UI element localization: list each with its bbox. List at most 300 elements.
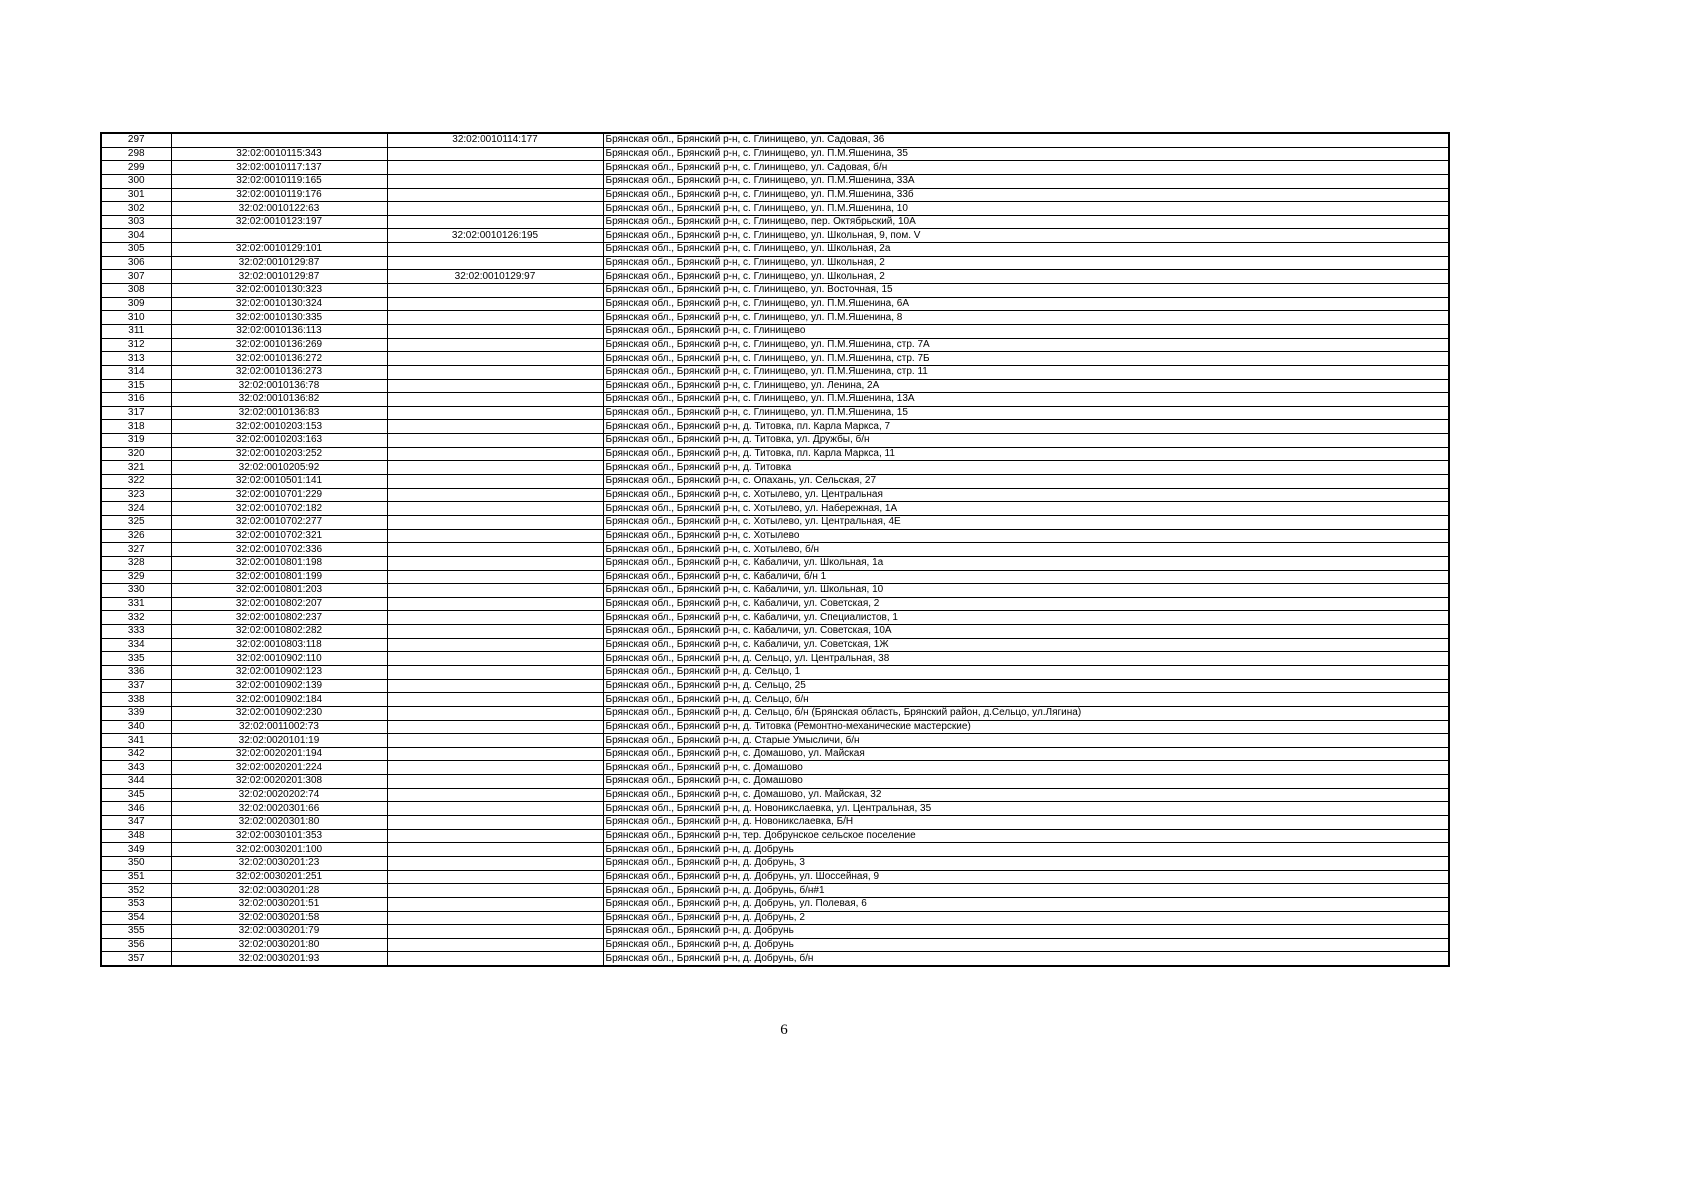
- cadastral-number-cell: 32:02:0020101:19: [171, 734, 387, 748]
- table-row: [101, 284, 1449, 298]
- cadastral-number-cell: 32:02:0020301:80: [171, 816, 387, 830]
- cadastral-number-secondary-cell: [387, 256, 603, 270]
- address-cell: Брянская обл., Брянский р-н, с. Хотылево: [603, 529, 1449, 543]
- address-cell: Брянская обл., Брянский р-н, д. Титовка, пл. Карла Маркса, 7: [603, 420, 1449, 434]
- address-cell: Брянская обл., Брянский р-н, д. Добрунь, ул. Полевая, 6: [603, 897, 1449, 911]
- address-cell: Брянская обл., Брянский р-н, с. Домашово, ул. Майская: [603, 747, 1449, 761]
- cadastral-number-secondary-cell: [387, 625, 603, 639]
- table-row: [101, 393, 1449, 407]
- row-number-cell: 301: [101, 188, 171, 202]
- table-row: [101, 870, 1449, 884]
- cadastral-number-cell: 32:02:0010115:343: [171, 147, 387, 161]
- cadastral-number-cell: 32:02:0010136:78: [171, 379, 387, 393]
- cadastral-number-cell: 32:02:0020301:66: [171, 802, 387, 816]
- cadastral-number-secondary-cell: [387, 215, 603, 229]
- cadastral-number-secondary-cell: [387, 706, 603, 720]
- table-row: [101, 174, 1449, 188]
- cadastral-number-secondary-cell: [387, 488, 603, 502]
- cadastral-number-cell: 32:02:0030201:100: [171, 843, 387, 857]
- address-cell: Брянская обл., Брянский р-н, д. Титовка (Ремонтно-механические мастерские): [603, 720, 1449, 734]
- address-cell: Брянская обл., Брянский р-н, с. Глинищево, ул. П.М.Яшенина, стр. 7Б: [603, 352, 1449, 366]
- cadastral-number-cell: 32:02:0010122:63: [171, 202, 387, 216]
- cadastral-number-secondary-cell: [387, 679, 603, 693]
- cadastral-number-secondary-cell: [387, 843, 603, 857]
- address-cell: Брянская обл., Брянский р-н, с. Кабаличи, б/н 1: [603, 570, 1449, 584]
- address-cell: Брянская обл., Брянский р-н, с. Глинищево, ул. П.М.Яшенина, 33А: [603, 174, 1449, 188]
- table-row: [101, 256, 1449, 270]
- address-cell: Брянская обл., Брянский р-н, д. Добрунь, б/н: [603, 952, 1449, 966]
- table-row: [101, 461, 1449, 475]
- cadastral-number-secondary-cell: [387, 147, 603, 161]
- cadastral-number-cell: 32:02:0010136:83: [171, 406, 387, 420]
- table-row: [101, 693, 1449, 707]
- cadastral-number-cell: 32:02:0010203:163: [171, 434, 387, 448]
- page-number: 6: [780, 1022, 788, 1038]
- cadastral-number-cell: 32:02:0010801:203: [171, 584, 387, 598]
- cadastral-number-cell: [171, 229, 387, 243]
- table-row: [101, 584, 1449, 598]
- table-row: [101, 188, 1449, 202]
- cadastral-number-secondary-cell: [387, 788, 603, 802]
- address-cell: Брянская обл., Брянский р-н, д. Сельцо, б/н: [603, 693, 1449, 707]
- cadastral-number-cell: 32:02:0010119:176: [171, 188, 387, 202]
- table-row: [101, 679, 1449, 693]
- row-number-cell: 303: [101, 215, 171, 229]
- cadastral-number-cell: 32:02:0030201:251: [171, 870, 387, 884]
- cadastral-number-secondary-cell: [387, 434, 603, 448]
- address-cell: Брянская обл., Брянский р-н, с. Глинищево, ул. П.М.Яшенина, 35: [603, 147, 1449, 161]
- cadastral-number-cell: 32:02:0010501:141: [171, 475, 387, 489]
- table-row: [101, 515, 1449, 529]
- row-number-cell: 350: [101, 856, 171, 870]
- row-number-cell: 327: [101, 543, 171, 557]
- table-row: [101, 406, 1449, 420]
- row-number-cell: 356: [101, 938, 171, 952]
- row-number-cell: 312: [101, 338, 171, 352]
- address-cell: Брянская обл., Брянский р-н, с. Глинищево, ул. Школьная, 2а: [603, 243, 1449, 257]
- row-number-cell: 305: [101, 243, 171, 257]
- table-row: [101, 829, 1449, 843]
- table-row: [101, 297, 1449, 311]
- row-number-cell: 321: [101, 461, 171, 475]
- table-row: [101, 706, 1449, 720]
- cadastral-number-secondary-cell: [387, 584, 603, 598]
- row-number-cell: 347: [101, 816, 171, 830]
- address-cell: Брянская обл., Брянский р-н, с. Домашово: [603, 775, 1449, 789]
- address-cell: Брянская обл., Брянский р-н, с. Глинищево: [603, 324, 1449, 338]
- row-number-cell: 309: [101, 297, 171, 311]
- table-row: [101, 625, 1449, 639]
- table-row: [101, 543, 1449, 557]
- row-number-cell: 306: [101, 256, 171, 270]
- table-row: [101, 202, 1449, 216]
- cadastral-number-cell: 32:02:0010123:197: [171, 215, 387, 229]
- table-row: [101, 788, 1449, 802]
- table-row: [101, 502, 1449, 516]
- cadastral-number-cell: 32:02:0010130:324: [171, 297, 387, 311]
- cadastral-number-cell: 32:02:0010205:92: [171, 461, 387, 475]
- cadastral-number-cell: 32:02:0030201:93: [171, 952, 387, 966]
- cadastral-number-secondary-cell: [387, 720, 603, 734]
- row-number-cell: 354: [101, 911, 171, 925]
- cadastral-number-cell: 32:02:0020201:194: [171, 747, 387, 761]
- cadastral-number-cell: 32:02:0010702:182: [171, 502, 387, 516]
- cadastral-number-secondary-cell: [387, 420, 603, 434]
- cadastral-number-secondary-cell: [387, 829, 603, 843]
- address-cell: Брянская обл., Брянский р-н, с. Кабаличи, ул. Советская, 10А: [603, 625, 1449, 639]
- address-cell: Брянская обл., Брянский р-н, с. Глинищево, ул. Ленина, 2А: [603, 379, 1449, 393]
- address-cell: Брянская обл., Брянский р-н, д. Титовка: [603, 461, 1449, 475]
- cadastral-number-secondary-cell: [387, 311, 603, 325]
- address-cell: Брянская обл., Брянский р-н, с. Глинищево, ул. П.М.Яшенина, 33б: [603, 188, 1449, 202]
- row-number-cell: 307: [101, 270, 171, 284]
- cadastral-number-secondary-cell: [387, 365, 603, 379]
- address-cell: Брянская обл., Брянский р-н, д. Добрунь: [603, 925, 1449, 939]
- address-cell: Брянская обл., Брянский р-н, д. Добрунь: [603, 843, 1449, 857]
- cadastral-number-cell: 32:02:0010902:139: [171, 679, 387, 693]
- table-row: [101, 352, 1449, 366]
- cadastral-number-cell: 32:02:0010136:113: [171, 324, 387, 338]
- cadastral-number-secondary-cell: [387, 952, 603, 966]
- table-row: [101, 229, 1449, 243]
- row-number-cell: 308: [101, 284, 171, 298]
- row-number-cell: 320: [101, 447, 171, 461]
- cadastral-number-cell: 32:02:0010130:335: [171, 311, 387, 325]
- cadastral-number-secondary-cell: [387, 611, 603, 625]
- table-row: [101, 434, 1449, 448]
- address-cell: Брянская обл., Брянский р-н, д. Титовка, ул. Дружбы, б/н: [603, 434, 1449, 448]
- table-row: [101, 911, 1449, 925]
- cadastral-number-cell: 32:02:0010702:321: [171, 529, 387, 543]
- table-row: [101, 925, 1449, 939]
- cadastral-table: [100, 132, 1450, 967]
- row-number-cell: 345: [101, 788, 171, 802]
- cadastral-number-cell: 32:02:0010203:153: [171, 420, 387, 434]
- cadastral-number-secondary-cell: [387, 202, 603, 216]
- row-number-cell: 340: [101, 720, 171, 734]
- cadastral-number-secondary-cell: [387, 515, 603, 529]
- address-cell: Брянская обл., Брянский р-н, тер. Добрунское сельское поселение: [603, 829, 1449, 843]
- table-row: [101, 215, 1449, 229]
- cadastral-number-secondary-cell: [387, 393, 603, 407]
- address-cell: Брянская обл., Брянский р-н, д. Добрунь, б/н#1: [603, 884, 1449, 898]
- address-cell: Брянская обл., Брянский р-н, с. Глинищево, ул. Школьная, 2: [603, 270, 1449, 284]
- cadastral-number-secondary-cell: [387, 570, 603, 584]
- cadastral-number-secondary-cell: [387, 406, 603, 420]
- cadastral-number-secondary-cell: [387, 188, 603, 202]
- table-row: [101, 897, 1449, 911]
- row-number-cell: 333: [101, 625, 171, 639]
- row-number-cell: 355: [101, 925, 171, 939]
- cadastral-number-secondary-cell: [387, 734, 603, 748]
- cadastral-number-cell: 32:02:0010119:165: [171, 174, 387, 188]
- cadastral-number-cell: 32:02:0010802:237: [171, 611, 387, 625]
- table-row: [101, 802, 1449, 816]
- address-cell: Брянская обл., Брянский р-н, с. Глинищево, ул. Садовая, б/н: [603, 161, 1449, 175]
- cadastral-number-secondary-cell: [387, 747, 603, 761]
- row-number-cell: 352: [101, 884, 171, 898]
- cadastral-number-secondary-cell: [387, 324, 603, 338]
- cadastral-number-cell: 32:02:0010702:336: [171, 543, 387, 557]
- row-number-cell: 297: [101, 133, 171, 147]
- cadastral-number-cell: 32:02:0010129:101: [171, 243, 387, 257]
- cadastral-number-cell: 32:02:0030201:58: [171, 911, 387, 925]
- row-number-cell: 357: [101, 952, 171, 966]
- cadastral-number-cell: 32:02:0010902:230: [171, 706, 387, 720]
- row-number-cell: 336: [101, 665, 171, 679]
- row-number-cell: 334: [101, 638, 171, 652]
- cadastral-number-secondary-cell: [387, 938, 603, 952]
- cadastral-number-secondary-cell: [387, 775, 603, 789]
- cadastral-number-secondary-cell: 32:02:0010126:195: [387, 229, 603, 243]
- cadastral-number-secondary-cell: [387, 529, 603, 543]
- cadastral-number-cell: 32:02:0030201:80: [171, 938, 387, 952]
- table-row: [101, 747, 1449, 761]
- table-row: [101, 379, 1449, 393]
- address-cell: Брянская обл., Брянский р-н, с. Глинищево, ул. П.М.Яшенина, 10: [603, 202, 1449, 216]
- cadastral-number-secondary-cell: [387, 284, 603, 298]
- table-row: [101, 884, 1449, 898]
- cadastral-number-cell: 32:02:0010803:118: [171, 638, 387, 652]
- row-number-cell: 353: [101, 897, 171, 911]
- address-cell: Брянская обл., Брянский р-н, д. Старые Умысличи, б/н: [603, 734, 1449, 748]
- address-cell: Брянская обл., Брянский р-н, д. Добрунь: [603, 938, 1449, 952]
- row-number-cell: 348: [101, 829, 171, 843]
- cadastral-number-secondary-cell: [387, 884, 603, 898]
- table-row: [101, 856, 1449, 870]
- cadastral-number-cell: 32:02:0010136:82: [171, 393, 387, 407]
- cadastral-number-secondary-cell: [387, 475, 603, 489]
- cadastral-number-cell: 32:02:0030101:353: [171, 829, 387, 843]
- cadastral-number-cell: 32:02:0020202:74: [171, 788, 387, 802]
- address-cell: Брянская обл., Брянский р-н, с. Глинищево, ул. Восточная, 15: [603, 284, 1449, 298]
- table-row: [101, 938, 1449, 952]
- row-number-cell: 311: [101, 324, 171, 338]
- table-row: [101, 447, 1449, 461]
- table-row: [101, 161, 1449, 175]
- table-row: [101, 952, 1449, 966]
- row-number-cell: 316: [101, 393, 171, 407]
- row-number-cell: 315: [101, 379, 171, 393]
- cadastral-number-secondary-cell: [387, 461, 603, 475]
- cadastral-number-secondary-cell: [387, 897, 603, 911]
- cadastral-number-secondary-cell: [387, 447, 603, 461]
- row-number-cell: 313: [101, 352, 171, 366]
- table-row: [101, 638, 1449, 652]
- address-cell: Брянская обл., Брянский р-н, с. Домашово: [603, 761, 1449, 775]
- table-row: [101, 611, 1449, 625]
- table-row: [101, 365, 1449, 379]
- table-row: [101, 570, 1449, 584]
- address-cell: Брянская обл., Брянский р-н, с. Хотылево, ул. Набережная, 1А: [603, 502, 1449, 516]
- cadastral-number-cell: 32:02:0010902:123: [171, 665, 387, 679]
- document-page: [100, 132, 1448, 967]
- row-number-cell: 319: [101, 434, 171, 448]
- cadastral-number-cell: 32:02:0010136:269: [171, 338, 387, 352]
- cadastral-number-cell: 32:02:0020201:224: [171, 761, 387, 775]
- cadastral-number-cell: 32:02:0010902:184: [171, 693, 387, 707]
- row-number-cell: 335: [101, 652, 171, 666]
- address-cell: Брянская обл., Брянский р-н, с. Глинищево, ул. П.М.Яшенина, 6А: [603, 297, 1449, 311]
- table-row: [101, 734, 1449, 748]
- row-number-cell: 326: [101, 529, 171, 543]
- cadastral-number-secondary-cell: [387, 816, 603, 830]
- table-row: [101, 720, 1449, 734]
- table-row: [101, 338, 1449, 352]
- row-number-cell: 329: [101, 570, 171, 584]
- address-cell: Брянская обл., Брянский р-н, д. Новоникслаевка, Б/Н: [603, 816, 1449, 830]
- cadastral-number-cell: 32:02:0010702:277: [171, 515, 387, 529]
- address-cell: Брянская обл., Брянский р-н, с. Опахань, ул. Сельская, 27: [603, 475, 1449, 489]
- row-number-cell: 341: [101, 734, 171, 748]
- address-cell: Брянская обл., Брянский р-н, с. Хотылево, б/н: [603, 543, 1449, 557]
- address-cell: Брянская обл., Брянский р-н, д. Титовка, пл. Карла Маркса, 11: [603, 447, 1449, 461]
- table-row: [101, 761, 1449, 775]
- cadastral-number-cell: 32:02:0020201:308: [171, 775, 387, 789]
- cadastral-number-secondary-cell: [387, 543, 603, 557]
- cadastral-number-secondary-cell: [387, 856, 603, 870]
- cadastral-number-cell: 32:02:0011002:73: [171, 720, 387, 734]
- table-row: [101, 556, 1449, 570]
- row-number-cell: 318: [101, 420, 171, 434]
- cadastral-number-secondary-cell: [387, 502, 603, 516]
- cadastral-number-cell: 32:02:0010801:199: [171, 570, 387, 584]
- address-cell: Брянская обл., Брянский р-н, с. Глинищево, ул. П.М.Яшенина, стр. 7А: [603, 338, 1449, 352]
- row-number-cell: 322: [101, 475, 171, 489]
- address-cell: Брянская обл., Брянский р-н, с. Домашово, ул. Майская, 32: [603, 788, 1449, 802]
- address-cell: Брянская обл., Брянский р-н, д. Добрунь, ул. Шоссейная, 9: [603, 870, 1449, 884]
- row-number-cell: 314: [101, 365, 171, 379]
- cadastral-number-secondary-cell: 32:02:0010114:177: [387, 133, 603, 147]
- row-number-cell: 351: [101, 870, 171, 884]
- cadastral-number-secondary-cell: [387, 379, 603, 393]
- row-number-cell: 302: [101, 202, 171, 216]
- cadastral-number-cell: 32:02:0010136:272: [171, 352, 387, 366]
- address-cell: Брянская обл., Брянский р-н, д. Сельцо, 1: [603, 665, 1449, 679]
- address-cell: Брянская обл., Брянский р-н, д. Сельцо, 25: [603, 679, 1449, 693]
- table-row: [101, 816, 1449, 830]
- cadastral-number-secondary-cell: [387, 161, 603, 175]
- row-number-cell: 342: [101, 747, 171, 761]
- table-body: [101, 133, 1449, 966]
- cadastral-number-secondary-cell: [387, 597, 603, 611]
- row-number-cell: 332: [101, 611, 171, 625]
- cadastral-number-secondary-cell: [387, 338, 603, 352]
- address-cell: Брянская обл., Брянский р-н, д. Добрунь, 3: [603, 856, 1449, 870]
- row-number-cell: 325: [101, 515, 171, 529]
- cadastral-number-cell: 32:02:0010902:110: [171, 652, 387, 666]
- cadastral-number-secondary-cell: [387, 802, 603, 816]
- row-number-cell: 330: [101, 584, 171, 598]
- row-number-cell: 346: [101, 802, 171, 816]
- cadastral-number-cell: 32:02:0010129:87: [171, 256, 387, 270]
- address-cell: Брянская обл., Брянский р-н, с. Глинищево, ул. П.М.Яшенина, 15: [603, 406, 1449, 420]
- address-cell: Брянская обл., Брянский р-н, с. Глинищево, ул. П.М.Яшенина, стр. 11: [603, 365, 1449, 379]
- table-row: [101, 529, 1449, 543]
- address-cell: Брянская обл., Брянский р-н, с. Кабаличи, ул. Школьная, 1а: [603, 556, 1449, 570]
- row-number-cell: 323: [101, 488, 171, 502]
- address-cell: Брянская обл., Брянский р-н, с. Кабаличи, ул. Советская, 2: [603, 597, 1449, 611]
- row-number-cell: 349: [101, 843, 171, 857]
- cadastral-number-cell: 32:02:0010129:87: [171, 270, 387, 284]
- address-cell: Брянская обл., Брянский р-н, д. Сельцо, б/н (Брянская область, Брянский район, д.Сельцо, ул.Лягина): [603, 706, 1449, 720]
- table-row: [101, 665, 1449, 679]
- cadastral-number-secondary-cell: [387, 761, 603, 775]
- cadastral-number-cell: 32:02:0010136:273: [171, 365, 387, 379]
- cadastral-number-secondary-cell: [387, 243, 603, 257]
- row-number-cell: 298: [101, 147, 171, 161]
- cadastral-number-cell: 32:02:0010802:207: [171, 597, 387, 611]
- cadastral-number-cell: 32:02:0010203:252: [171, 447, 387, 461]
- cadastral-number-secondary-cell: 32:02:0010129:97: [387, 270, 603, 284]
- table-row: [101, 475, 1449, 489]
- address-cell: Брянская обл., Брянский р-н, с. Хотылево, ул. Центральная: [603, 488, 1449, 502]
- table-row: [101, 597, 1449, 611]
- cadastral-number-secondary-cell: [387, 174, 603, 188]
- cadastral-number-secondary-cell: [387, 693, 603, 707]
- row-number-cell: 337: [101, 679, 171, 693]
- cadastral-number-secondary-cell: [387, 638, 603, 652]
- table-row: [101, 775, 1449, 789]
- row-number-cell: 317: [101, 406, 171, 420]
- row-number-cell: 339: [101, 706, 171, 720]
- row-number-cell: 304: [101, 229, 171, 243]
- row-number-cell: 324: [101, 502, 171, 516]
- table-row: [101, 324, 1449, 338]
- table-row: [101, 420, 1449, 434]
- row-number-cell: 299: [101, 161, 171, 175]
- address-cell: Брянская обл., Брянский р-н, с. Глинищево, ул. Садовая, 36: [603, 133, 1449, 147]
- row-number-cell: 328: [101, 556, 171, 570]
- table-row: [101, 843, 1449, 857]
- cadastral-number-cell: 32:02:0010802:282: [171, 625, 387, 639]
- cadastral-number-cell: 32:02:0010701:229: [171, 488, 387, 502]
- cadastral-number-cell: 32:02:0030201:51: [171, 897, 387, 911]
- table-row: [101, 311, 1449, 325]
- cadastral-number-secondary-cell: [387, 925, 603, 939]
- address-cell: Брянская обл., Брянский р-н, д. Новоникслаевка, ул. Центральная, 35: [603, 802, 1449, 816]
- cadastral-number-secondary-cell: [387, 352, 603, 366]
- cadastral-number-cell: 32:02:0030201:28: [171, 884, 387, 898]
- table-row: [101, 133, 1449, 147]
- row-number-cell: 310: [101, 311, 171, 325]
- address-cell: Брянская обл., Брянский р-н, д. Добрунь, 2: [603, 911, 1449, 925]
- table-row: [101, 243, 1449, 257]
- cadastral-number-cell: 32:02:0030201:23: [171, 856, 387, 870]
- address-cell: Брянская обл., Брянский р-н, с. Кабаличи, ул. Специалистов, 1: [603, 611, 1449, 625]
- cadastral-number-cell: 32:02:0010117:137: [171, 161, 387, 175]
- row-number-cell: 300: [101, 174, 171, 188]
- table-row: [101, 270, 1449, 284]
- address-cell: Брянская обл., Брянский р-н, д. Сельцо, ул. Центральная, 38: [603, 652, 1449, 666]
- table-row: [101, 147, 1449, 161]
- address-cell: Брянская обл., Брянский р-н, с. Хотылево, ул. Центральная, 4Е: [603, 515, 1449, 529]
- address-cell: Брянская обл., Брянский р-н, с. Глинищево, ул. Школьная, 2: [603, 256, 1449, 270]
- address-cell: Брянская обл., Брянский р-н, с. Глинищево, ул. П.М.Яшенина, 8: [603, 311, 1449, 325]
- cadastral-number-secondary-cell: [387, 911, 603, 925]
- cadastral-number-secondary-cell: [387, 870, 603, 884]
- address-cell: Брянская обл., Брянский р-н, с. Глинищево, ул. Школьная, 9, пом. V: [603, 229, 1449, 243]
- table-row: [101, 652, 1449, 666]
- row-number-cell: 338: [101, 693, 171, 707]
- cadastral-number-cell: [171, 133, 387, 147]
- address-cell: Брянская обл., Брянский р-н, с. Глинищево, пер. Октябрьский, 10А: [603, 215, 1449, 229]
- cadastral-number-cell: 32:02:0010801:198: [171, 556, 387, 570]
- row-number-cell: 331: [101, 597, 171, 611]
- cadastral-number-cell: 32:02:0030201:79: [171, 925, 387, 939]
- cadastral-number-secondary-cell: [387, 652, 603, 666]
- row-number-cell: 343: [101, 761, 171, 775]
